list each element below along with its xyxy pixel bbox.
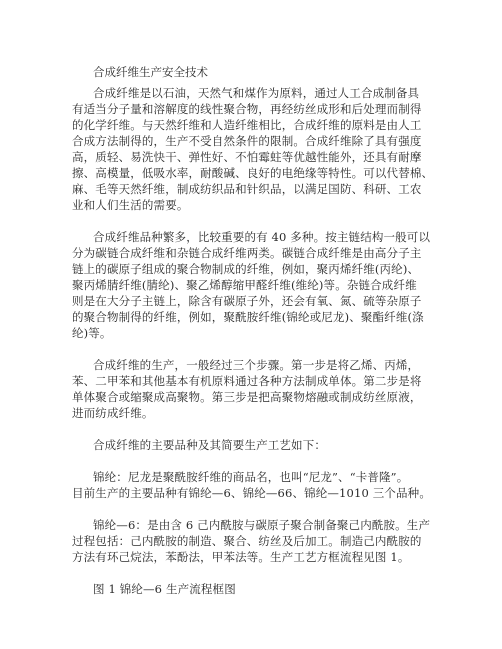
paragraph-line: 聚丙烯腈纤维(腈纶)、聚乙烯醇缩甲醛纤维(维纶)等。杂链合成纤维 [72,278,417,292]
paragraph-line: 目前生产的主要品种有锦纶—6、锦纶—66、锦纶—1010 三个品种。 [72,486,431,500]
paragraph-line: 合成纤维的生产，一般经过三个步骤。第一步是将乙烯、丙烯， [93,358,420,372]
paragraph-line: 纶)等。 [72,326,112,340]
paragraph-line: 擦、高模量，低吸水率，耐酸碱、良好的电绝缘等特性。可以代替棉、 [72,166,434,180]
paragraph-line: 苯、二甲苯和其他基本有机原料通过各种方法制成单体。第二步是将 [72,374,422,388]
document-title: 合成纤维生产安全技术 [93,65,208,79]
paragraph-line: 锦纶：尼龙是聚酰胺纤维的商品名，也叫“尼龙”、“卡普隆”。 [93,470,409,484]
paragraph-line: 单体聚合或缩聚成高聚物。第三步是把高聚物熔融或制成纺丝原液， [72,390,422,404]
paragraph-line: 高，质轻、易洗快干、弹性好、不怕霉蛀等优越性能外，还具有耐摩 [72,150,422,164]
paragraph-line: 合成纤维是以石油，天然气和煤作为原料，通过人工合成制备具 [93,86,420,100]
paragraph-line: 的化学纤维。与天然纤维和人造纤维相比，合成纤维的原料是由人工 [72,118,422,132]
paragraph-line: 合成方法制得的，生产不受自然条件的限制。合成纤维除了具有强度 [72,134,422,148]
paragraph-line: 的聚合物制得的纤维，例如，聚酰胺纤维(锦纶或尼龙)、聚酯纤维(涤 [72,310,424,324]
figure-caption-text: 图 1 锦纶—6 生产流程框图 [93,582,236,596]
paragraph-line: 有适当分子量和溶解度的线性聚合物，再经纺丝成形和后处理而制得 [72,102,422,116]
paragraph-line: 合成纤维品种繁多，比较重要的有 40 多种。按主链结构一般可以 [93,230,431,244]
paragraph-line: 分为碳链合成纤维和杂链合成纤维两类。碳链合成纤维是由高分子主 [72,246,422,260]
paragraph-line: 麻、毛等天然纤维，制成纺织品和针织品，以满足国防、科研、工农 [72,182,422,196]
paragraph-line: 锦纶—6：是由含 6 己内酰胺与碳原子聚合制备聚己内酰胺。生产 [93,518,431,532]
paragraph-line: 合成纤维的主要品种及其简要生产工艺如下： [93,438,326,452]
paragraph-line: 链上的碳原子组成的聚合物制成的纤维，例如，聚丙烯纤维(丙纶)、 [72,262,420,276]
paragraph-line: 过程包括：己内酰胺的制造、聚合、纺丝及后加工。制造己内酰胺的 [72,534,422,548]
paragraph-line: 方法有环己烷法，苯酚法，甲苯法等。生产工艺方框流程见图 1。 [72,550,410,564]
paragraph-line: 进而纺成纤维。 [72,406,154,420]
paragraph-line: 业和人们生活的需要。 [72,198,189,212]
paragraph-line: 则是在大分子主链上，除含有碳原子外，还会有氧、氮、硫等杂原子 [72,294,422,308]
